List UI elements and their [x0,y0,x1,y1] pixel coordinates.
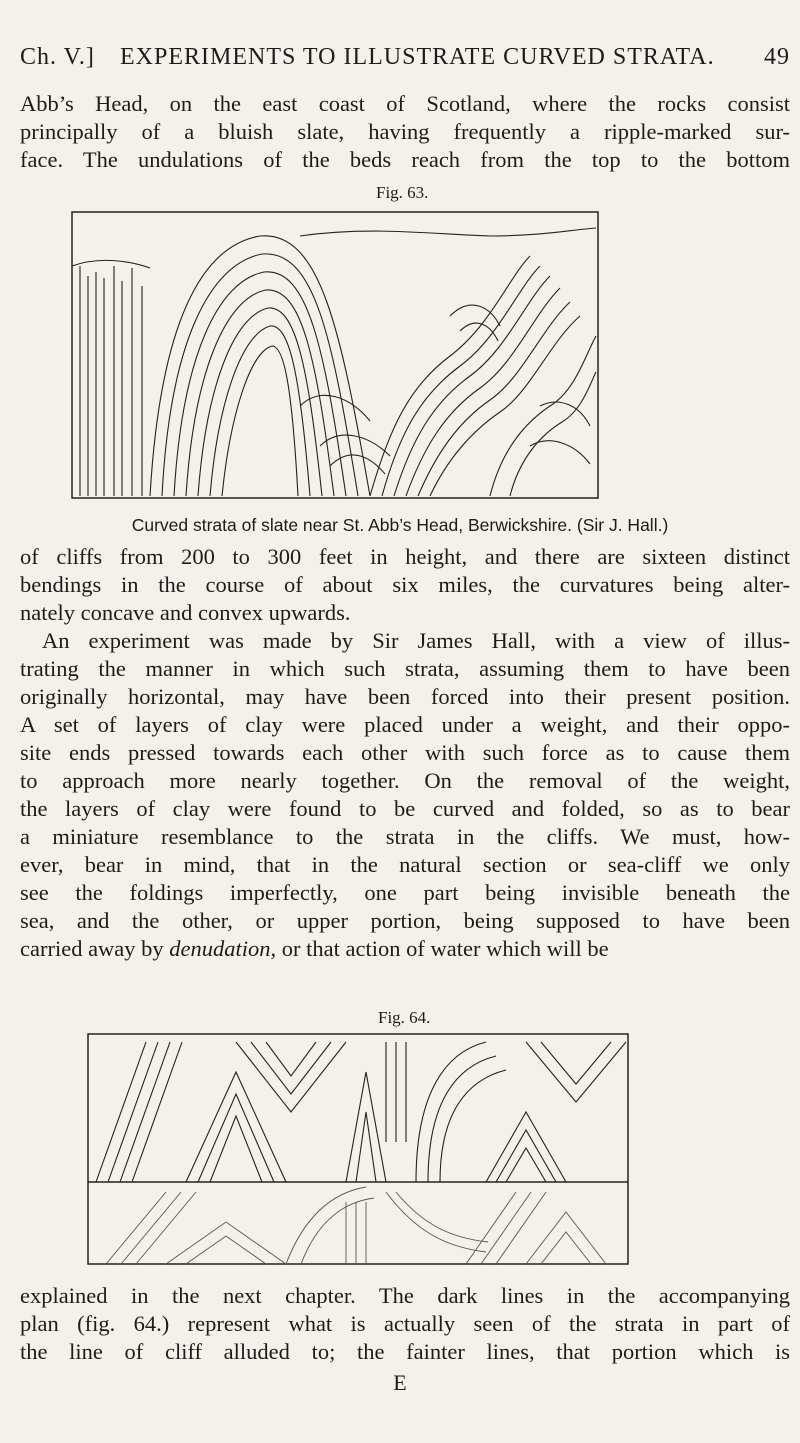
text-line: An experiment was made by Sir James Hall, with a view of illus- [42,628,790,653]
paragraph-3 [20,627,790,963]
figure-64-plan-illustration [86,1032,630,1266]
text-line: sea, and the other, or upper portion, being supposed to have been [20,908,790,933]
paragraph-2 [20,543,790,627]
text-line: the layers of clay were found to be curved and folded, so as to bear [20,796,790,821]
text-line: ever, bear in mind, that in the natural section or sea-cliff we only [20,852,790,877]
text-line: of cliffs from 200 to 300 feet in height, and there are sixteen distinct [20,544,790,569]
figure-63-caption: Curved strata of slate near St. Abb’s Head, Berwickshire. (Sir J. Hall.) [131,515,669,535]
text-span: , or that action of water which will be [270,936,609,961]
italic-term: denudation [169,936,271,961]
figure-64-label: Fig. 64. [378,1008,431,1027]
text-line: originally horizontal, may have been forced into their present position. [20,684,790,709]
text-line: see the foldings imperfectly, one part being invisible beneath the [20,880,790,905]
chapter-reference: Ch. V.] [20,44,95,70]
text-line: Abb’s Head, on the east coast of Scotland, where the rocks consist [20,91,790,116]
text-line: A set of layers of clay were placed under a weight, and their oppo- [20,712,790,737]
text-line: face. The undulations of the beds reach from the top to the bottom [20,147,790,172]
signature-mark: E [393,1370,407,1395]
running-title: EXPERIMENTS TO ILLUSTRATE CURVED STRATA. [120,44,715,70]
text-line: plan (fig. 64.) represent what is actually seen of the strata in part of [20,1311,790,1336]
paragraph-4 [20,1282,790,1366]
paragraph-1 [20,90,790,174]
page-number: 49 [764,44,790,70]
text-line: trating the manner in which such strata, assuming them to have been [20,656,790,681]
figure-63-label: Fig. 63. [376,183,429,202]
text-line: the line of cliff alluded to; the fainter lines, that portion which is [20,1339,790,1364]
text-line: a miniature resemblance to the strata in the cliffs. We must, how- [20,824,790,849]
text-line: principally of a bluish slate, having frequently a ripple-marked sur- [20,119,790,144]
text-line: to approach more nearly together. On the removal of the weight, [20,768,790,793]
text-span: carried away by [20,936,170,961]
text-line: bendings in the course of about six miles, the curvatures being alter- [20,572,790,597]
running-header [20,44,790,80]
text-line: explained in the next chapter. The dark lines in the accompanying [20,1283,790,1308]
text-line: nately concave and convex upwards. [20,600,351,625]
figure-63-curved-strata-illustration [70,206,600,500]
text-line [20,935,790,963]
text-line: site ends pressed towards each other with such force as to cause them [20,740,790,765]
